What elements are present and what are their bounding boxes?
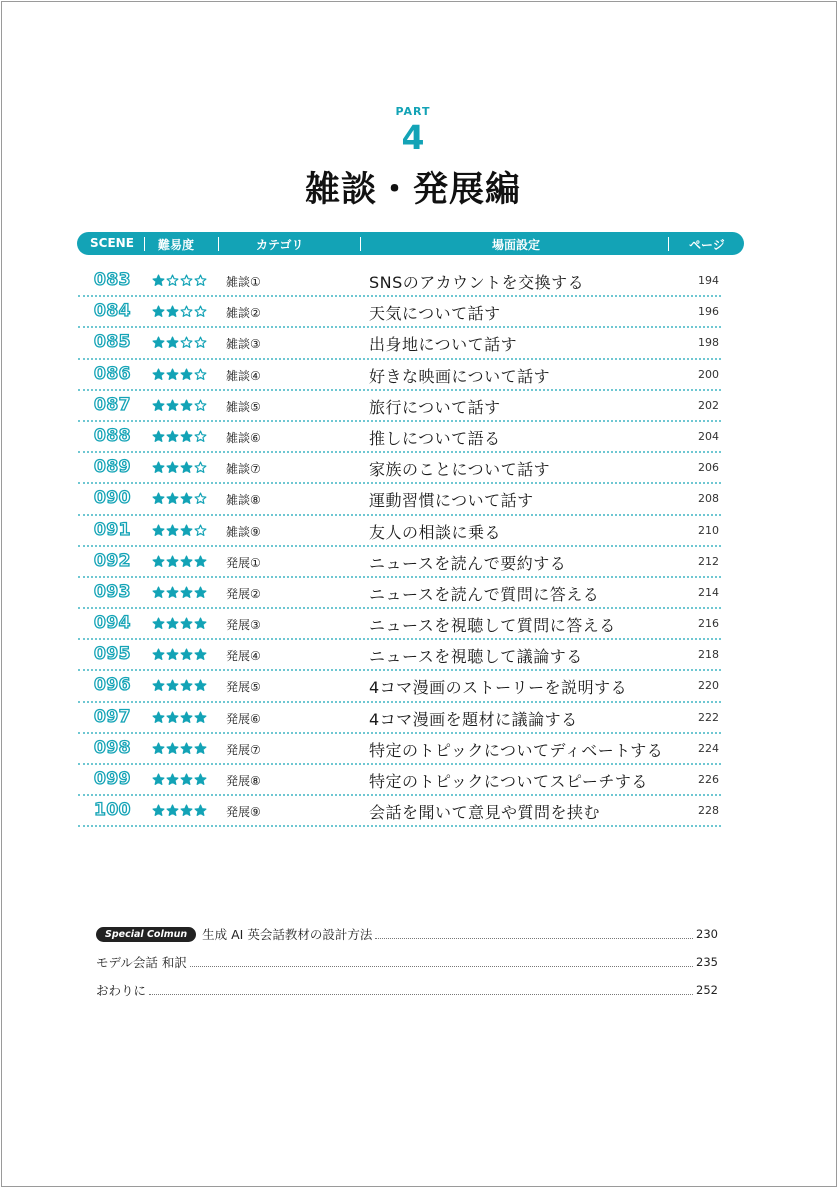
- star-filled-icon: [180, 617, 193, 630]
- scene-number: 083: [94, 270, 131, 290]
- table-row[interactable]: [78, 734, 721, 765]
- category-label: 雑談⑦: [226, 462, 261, 477]
- star-filled-icon: [152, 804, 165, 817]
- page-number: 216: [698, 617, 719, 631]
- star-filled-icon: [152, 617, 165, 630]
- contents-list: [78, 266, 721, 827]
- star-filled-icon: [152, 461, 165, 474]
- table-row[interactable]: [78, 609, 721, 640]
- star-empty-icon: [194, 430, 207, 443]
- star-filled-icon: [166, 679, 179, 692]
- scene-number: 092: [94, 550, 131, 571]
- header-divider: [218, 237, 219, 251]
- difficulty-stars: [152, 430, 207, 443]
- scene-setting: 旅行について話す: [369, 397, 501, 417]
- scene-setting: ニュースを読んで要約する: [369, 553, 567, 573]
- category-label: 雑談②: [226, 306, 261, 321]
- star-filled-icon: [152, 399, 165, 412]
- category-label: 発展⑦: [226, 742, 261, 757]
- category-label: 発展①: [226, 555, 261, 570]
- star-filled-icon: [152, 586, 165, 599]
- table-row[interactable]: [78, 640, 721, 671]
- header-divider: [144, 237, 145, 251]
- difficulty-stars: [152, 773, 207, 786]
- star-filled-icon: [180, 399, 193, 412]
- category-label: 発展⑧: [226, 774, 261, 788]
- category-label: 雑談③: [226, 337, 261, 352]
- difficulty-stars: [152, 399, 207, 412]
- page-number: 208: [698, 492, 719, 506]
- star-filled-icon: [194, 742, 207, 755]
- scene-setting: 特定のトピックについてディベートする: [369, 740, 664, 760]
- extra-page-number: 252: [696, 983, 718, 997]
- page-number: 210: [698, 523, 719, 537]
- star-filled-icon: [180, 711, 193, 724]
- difficulty-stars: [152, 305, 207, 318]
- table-row[interactable]: [78, 578, 721, 609]
- category-label: 雑談①: [226, 275, 261, 289]
- star-filled-icon: [166, 492, 179, 505]
- page-number: 224: [698, 741, 719, 755]
- dot-leader: [375, 938, 693, 939]
- extras-list: [96, 920, 718, 1004]
- scene-setting: 推しについて語る: [369, 428, 501, 448]
- star-empty-icon: [194, 336, 207, 349]
- scene-setting: 特定のトピックについてスピーチする: [369, 772, 648, 791]
- star-filled-icon: [152, 679, 165, 692]
- star-filled-icon: [166, 555, 179, 568]
- star-empty-icon: [166, 274, 179, 287]
- table-row[interactable]: [78, 516, 721, 547]
- extra-title: 生成 AI 英会話教材の設計方法: [202, 927, 373, 942]
- difficulty-stars: [152, 742, 207, 755]
- difficulty-stars: [152, 648, 207, 661]
- table-header: [77, 232, 744, 255]
- star-filled-icon: [166, 368, 179, 381]
- scene-setting: ニュースを視聴して質問に答える: [369, 616, 616, 636]
- table-row[interactable]: [78, 484, 721, 515]
- scene-setting: 4コマ漫画のストーリーを説明する: [369, 678, 628, 698]
- difficulty-stars: [152, 711, 207, 724]
- star-filled-icon: [194, 617, 207, 630]
- star-filled-icon: [166, 773, 179, 786]
- star-filled-icon: [152, 368, 165, 381]
- star-filled-icon: [180, 586, 193, 599]
- scene-number: 089: [94, 457, 131, 478]
- part-label: PART: [395, 105, 431, 118]
- star-empty-icon: [180, 336, 193, 349]
- category-label: 発展③: [226, 618, 261, 633]
- star-filled-icon: [180, 773, 193, 786]
- header-category: カテゴリ: [256, 238, 304, 252]
- table-row[interactable]: [78, 703, 721, 734]
- star-filled-icon: [194, 648, 207, 661]
- table-row[interactable]: [78, 266, 721, 297]
- difficulty-stars: [152, 617, 207, 630]
- star-filled-icon: [166, 461, 179, 474]
- page-number: 198: [698, 336, 719, 350]
- category-label: 発展⑥: [226, 711, 261, 726]
- table-row[interactable]: [78, 360, 721, 391]
- star-filled-icon: [166, 524, 179, 537]
- star-empty-icon: [194, 305, 207, 318]
- page-number: 226: [698, 773, 719, 786]
- page-number: 194: [698, 274, 719, 287]
- star-filled-icon: [180, 555, 193, 568]
- special-column-badge: Special Colmun: [96, 927, 196, 942]
- category-label: 雑談⑧: [226, 493, 261, 508]
- page-number: 206: [698, 461, 719, 475]
- category-label: 雑談④: [226, 368, 261, 383]
- star-filled-icon: [194, 679, 207, 692]
- scene-number: 088: [94, 425, 131, 446]
- scene-number: 095: [94, 644, 131, 665]
- scene-number: 090: [94, 488, 131, 509]
- scene-number: 096: [94, 675, 131, 696]
- page-number: 202: [698, 398, 719, 412]
- star-filled-icon: [194, 586, 207, 599]
- scene-number: 086: [94, 363, 131, 384]
- page-number: 200: [698, 367, 719, 381]
- difficulty-stars: [152, 586, 207, 599]
- difficulty-stars: [152, 555, 207, 568]
- page-number: 228: [698, 804, 719, 818]
- scene-number: 084: [94, 301, 131, 322]
- star-empty-icon: [194, 492, 207, 505]
- extra-entry[interactable]: [96, 920, 718, 948]
- star-filled-icon: [180, 648, 193, 661]
- table-row[interactable]: [78, 422, 721, 453]
- category-label: 発展⑨: [226, 805, 261, 820]
- star-filled-icon: [152, 492, 165, 505]
- star-filled-icon: [152, 711, 165, 724]
- category-label: 発展⑤: [226, 680, 261, 695]
- scene-setting: 会話を聞いて意見や質問を挟む: [369, 803, 601, 823]
- table-row[interactable]: [78, 671, 721, 702]
- scene-setting: 運動習慣について話す: [369, 491, 534, 511]
- star-filled-icon: [152, 336, 165, 349]
- table-row[interactable]: [78, 297, 721, 328]
- extra-page-number: 230: [696, 927, 718, 941]
- star-filled-icon: [152, 274, 165, 287]
- difficulty-stars: [152, 524, 207, 537]
- star-filled-icon: [180, 461, 193, 474]
- star-filled-icon: [180, 430, 193, 443]
- star-filled-icon: [194, 711, 207, 724]
- star-filled-icon: [166, 430, 179, 443]
- star-filled-icon: [152, 430, 165, 443]
- star-filled-icon: [166, 742, 179, 755]
- star-filled-icon: [180, 679, 193, 692]
- scene-number: 093: [94, 581, 131, 602]
- star-filled-icon: [180, 524, 193, 537]
- scene-setting: ニュースを読んで質問に答える: [369, 584, 600, 604]
- dot-leader: [190, 966, 693, 967]
- page-number: 196: [698, 305, 719, 319]
- page-number: 212: [698, 554, 719, 568]
- star-empty-icon: [194, 368, 207, 381]
- category-label: 雑談⑨: [226, 524, 261, 539]
- star-filled-icon: [166, 586, 179, 599]
- page-number: 214: [698, 585, 719, 599]
- star-filled-icon: [180, 804, 193, 817]
- difficulty-stars: [152, 679, 207, 692]
- difficulty-stars: [152, 368, 207, 381]
- star-filled-icon: [194, 555, 207, 568]
- scene-setting: 4コマ漫画を題材に議論する: [369, 709, 578, 729]
- scene-setting: 好きな映画について話す: [369, 366, 551, 386]
- star-filled-icon: [152, 524, 165, 537]
- header-page: ページ: [689, 238, 725, 252]
- category-label: 発展④: [226, 649, 261, 664]
- header-divider: [668, 237, 669, 251]
- extra-title: モデル会話 和訳: [96, 955, 187, 970]
- extra-entry[interactable]: [96, 948, 718, 976]
- category-label: 雑談⑤: [226, 399, 261, 414]
- star-filled-icon: [166, 336, 179, 349]
- star-empty-icon: [194, 399, 207, 412]
- scene-setting: 天気について話す: [369, 304, 501, 324]
- star-filled-icon: [152, 648, 165, 661]
- page-number: 204: [698, 429, 719, 443]
- star-filled-icon: [180, 742, 193, 755]
- scene-number: 097: [94, 706, 131, 727]
- scene-setting: SNSのアカウントを交換する: [369, 273, 585, 292]
- page-number: 220: [698, 679, 719, 693]
- header-difficulty: 難易度: [158, 238, 195, 252]
- difficulty-stars: [152, 804, 207, 817]
- table-row[interactable]: [78, 796, 721, 827]
- star-filled-icon: [166, 399, 179, 412]
- star-filled-icon: [152, 773, 165, 786]
- header-divider: [360, 237, 361, 251]
- star-empty-icon: [180, 305, 193, 318]
- category-label: 発展②: [226, 586, 261, 601]
- table-row[interactable]: [78, 765, 721, 796]
- part-title: 雑談・発展編: [304, 170, 521, 210]
- scene-number: 087: [94, 394, 131, 415]
- table-row[interactable]: [78, 328, 721, 359]
- header-scene: SCENE: [90, 236, 134, 250]
- table-row[interactable]: [78, 453, 721, 484]
- dot-leader: [149, 994, 693, 995]
- star-filled-icon: [194, 773, 207, 786]
- star-filled-icon: [166, 648, 179, 661]
- star-filled-icon: [194, 804, 207, 817]
- scene-number: 098: [94, 737, 131, 758]
- difficulty-stars: [152, 336, 207, 349]
- part-number: 4: [401, 118, 425, 157]
- header-setting: 場面設定: [492, 238, 541, 252]
- star-filled-icon: [166, 804, 179, 817]
- extra-page-number: 235: [696, 955, 718, 969]
- scene-setting: 出身地について話す: [369, 335, 518, 355]
- page-number: 222: [698, 710, 719, 724]
- page-number: 218: [698, 648, 719, 662]
- scene-setting: 友人の相談に乗る: [369, 522, 502, 542]
- difficulty-stars: [152, 461, 207, 474]
- extra-title: おわりに: [96, 983, 147, 998]
- scene-setting: 家族のことについて話す: [369, 460, 551, 480]
- star-filled-icon: [180, 492, 193, 505]
- star-filled-icon: [152, 305, 165, 318]
- star-empty-icon: [194, 461, 207, 474]
- star-filled-icon: [166, 617, 179, 630]
- star-filled-icon: [166, 305, 179, 318]
- star-filled-icon: [152, 742, 165, 755]
- star-filled-icon: [152, 555, 165, 568]
- scene-number: 094: [94, 613, 131, 634]
- star-empty-icon: [194, 274, 207, 287]
- scene-setting: ニュースを視聴して議論する: [369, 647, 583, 667]
- table-row[interactable]: [78, 391, 721, 422]
- star-filled-icon: [180, 368, 193, 381]
- scene-number: 100: [94, 800, 131, 821]
- star-empty-icon: [194, 524, 207, 537]
- category-label: 雑談⑥: [226, 430, 261, 445]
- scene-number: 099: [94, 769, 131, 789]
- difficulty-stars: [152, 492, 207, 505]
- extra-entry[interactable]: [96, 976, 718, 1004]
- table-row[interactable]: [78, 547, 721, 578]
- star-filled-icon: [166, 711, 179, 724]
- scene-number: 085: [94, 332, 131, 353]
- scene-number: 091: [94, 519, 131, 540]
- difficulty-stars: [152, 274, 207, 287]
- star-empty-icon: [180, 274, 193, 287]
